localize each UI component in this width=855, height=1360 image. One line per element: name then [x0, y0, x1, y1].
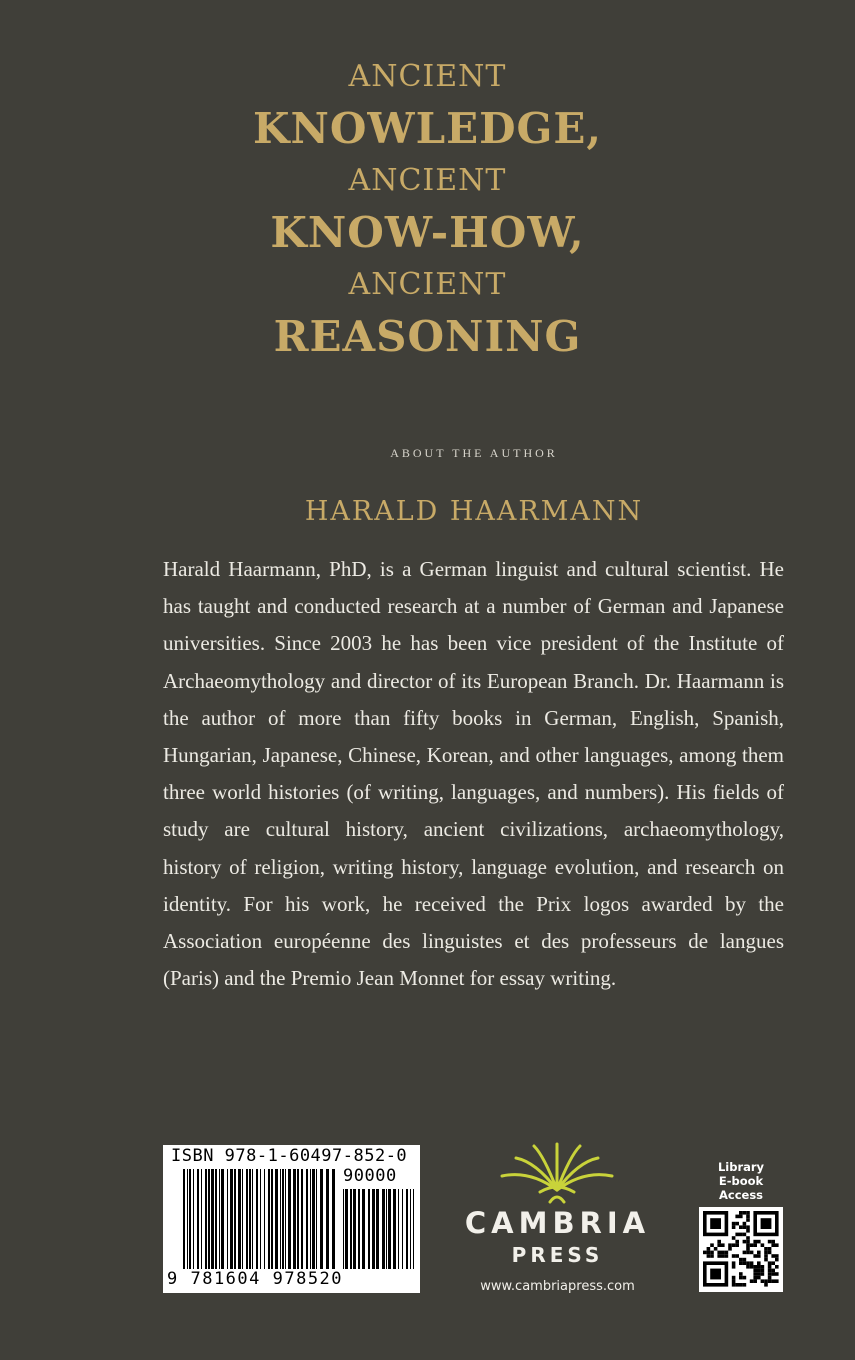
title-line-1: ANCIENT — [348, 59, 507, 94]
publisher-sub: PRESS — [511, 1243, 604, 1267]
palm-logo-icon — [440, 1140, 675, 1206]
barcode-digits: 9 781604 978520 — [167, 1269, 344, 1289]
library-line-1: Library — [717, 1160, 765, 1174]
library-line-2: E-book — [718, 1174, 764, 1188]
title-line-5: ANCIENT — [348, 267, 507, 302]
publisher-name: CAMBRIA — [464, 1206, 651, 1240]
cambria-press-logo — [440, 1140, 675, 1300]
isbn-barcode — [163, 1145, 420, 1293]
title-line-3: ANCIENT — [348, 163, 507, 198]
book-title — [0, 52, 855, 364]
price-code: 90000 — [343, 1166, 397, 1186]
title-line-6: REASONING — [273, 312, 582, 361]
qr-code-icon — [699, 1207, 783, 1292]
qr-code — [699, 1207, 783, 1292]
publisher-url: www.cambriapress.com — [480, 1279, 635, 1294]
library-ebook-label — [699, 1160, 783, 1202]
author-bio: Harald Haarmann, PhD, is a German linguist and cultural scientist. He has taught and conducted research at a number of German and Japanese universities. Since 2003 he has been vice president of the Institute of Archaeomythology and director of its European Branch. Dr. Haarmann is the author of more than fifty books in German, English, Spanish, Hungarian, Japanese, Chinese, Korean, and other languages, among them three world histories (of writing, languages, and numbers). His fields of study are cultural history, ancient civilizations, archaeomythology, history of religion, writing history, language evolution, and research on identity. For his work, he received the Prix logos awarded by the Association européenne des linguistes et des professeurs de langues (Paris) and the Premio Jean Monnet for essay writing. — [163, 557, 784, 991]
title-line-4: KNOW-HOW, — [270, 208, 585, 257]
title-line-2: KNOWLEDGE, — [252, 104, 603, 153]
isbn-text: ISBN 978-1-60497-852-0 — [171, 1146, 408, 1166]
library-line-3: Access — [718, 1188, 764, 1202]
author-name: HARALD HAARMANN — [304, 496, 644, 527]
about-author-label: ABOUT THE AUTHOR — [390, 446, 558, 460]
